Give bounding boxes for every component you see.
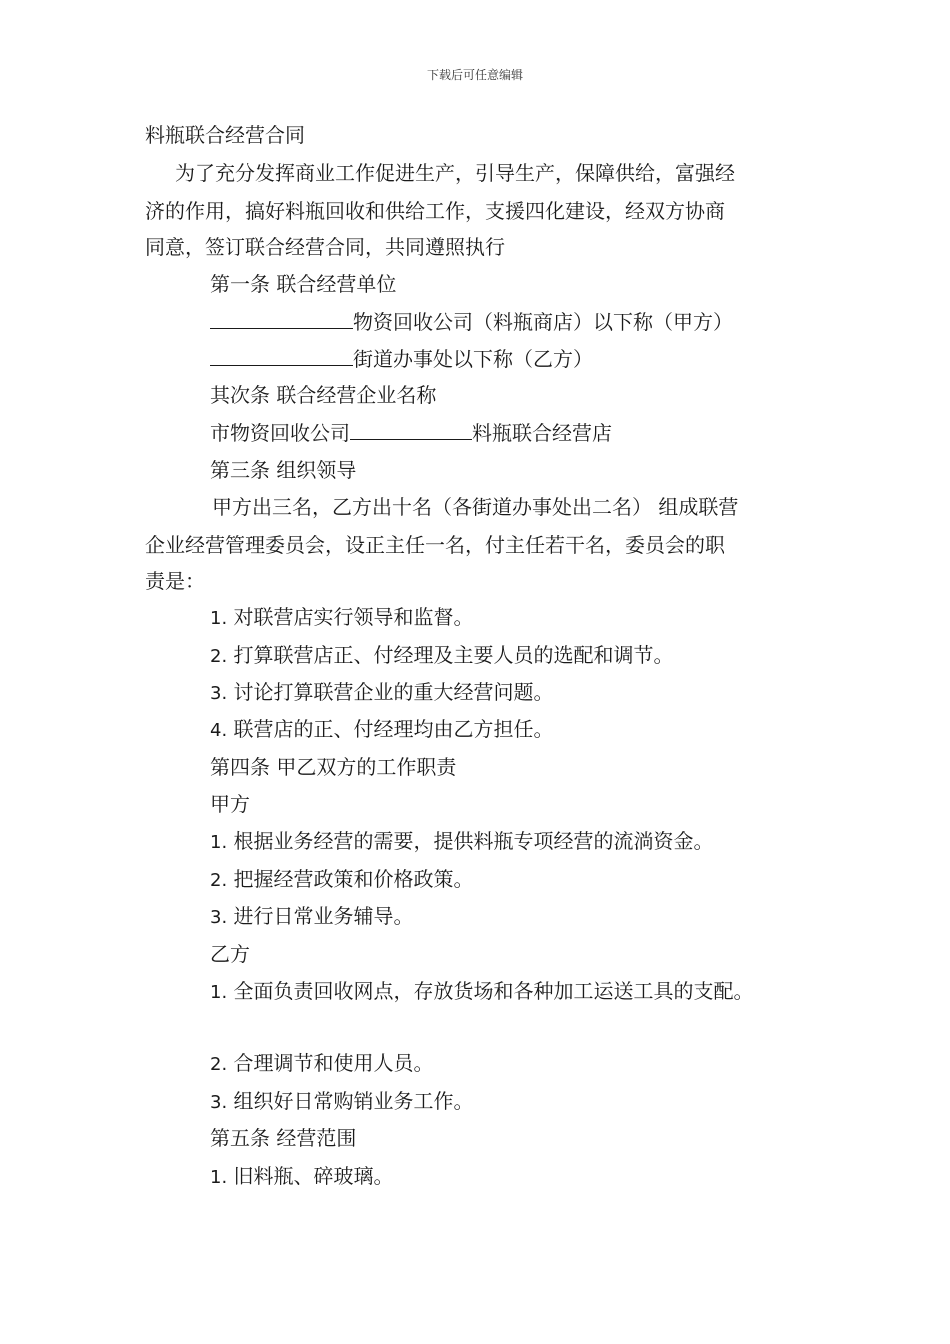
party-b-line: [210, 345, 593, 372]
document-title: 料瓶联合经营合同: [145, 123, 305, 147]
article-3-para-2: 企业经营管理委员会，设正主任一名，付主任若干名，委员会的职: [145, 533, 725, 557]
article-5-heading: 第五条 经营范围: [210, 1126, 357, 1150]
article-2-heading: 其次条 联合经营企业名称: [210, 383, 437, 407]
list-item: 2. 把握经营政策和价格政策。: [210, 867, 474, 891]
article-3-para-3: 责是：: [145, 569, 205, 593]
party-b-label: 乙方: [210, 942, 250, 966]
party-b-text: 街道办事处以下称（乙方）: [353, 347, 593, 371]
list-item: 1. 全面负责回收网点，存放货场和各种加工运送工具的支配。: [210, 979, 754, 1003]
page-header: 下载后可任意编辑: [426, 68, 523, 82]
fill-blank: [350, 419, 472, 440]
list-item: 3. 组织好日常购销业务工作。: [210, 1089, 474, 1113]
fill-blank: [210, 308, 353, 329]
list-item: 1. 旧料瓶、碎玻璃。: [210, 1164, 394, 1188]
intro-line-2: 济的作用，搞好料瓶回收和供给工作，支援四化建设，经双方协商: [145, 199, 725, 223]
article-3-heading: 第三条 组织领导: [210, 458, 357, 482]
party-a-label: 甲方: [210, 792, 250, 816]
enterprise-name-line: [210, 419, 612, 446]
list-item: 4. 联营店的正、付经理均由乙方担任。: [210, 717, 554, 741]
party-a-line: [210, 308, 733, 335]
list-item: 3. 讨论打算联营企业的重大经营问题。: [210, 680, 554, 704]
party-a-text: 物资回收公司（料瓶商店）以下称（甲方）: [353, 310, 733, 334]
list-item: 1. 根据业务经营的需要，提供料瓶专项经营的流淌资金。: [210, 829, 714, 853]
list-item: 1. 对联营店实行领导和监督。: [210, 605, 474, 629]
enterprise-prefix: 市物资回收公司: [210, 421, 350, 445]
enterprise-suffix: 料瓶联合经营店: [472, 421, 612, 445]
list-item: 2. 合理调节和使用人员。: [210, 1051, 434, 1075]
article-1-heading: 第一条 联合经营单位: [210, 272, 397, 296]
article-4-heading: 第四条 甲乙双方的工作职责: [210, 755, 457, 779]
intro-line-3: 同意，签订联合经营合同，共同遵照执行: [145, 235, 505, 259]
article-3-para-1: 甲方出三名，乙方出十名（各街道办事处出二名） 组成联营: [212, 495, 739, 519]
list-item: 3. 进行日常业务辅导。: [210, 904, 414, 928]
fill-blank: [210, 345, 353, 366]
intro-line-1: 为了充分发挥商业工作促进生产，引导生产，保障供给，富强经: [175, 161, 735, 185]
list-item: 2. 打算联营店正、付经理及主要人员的选配和调节。: [210, 643, 674, 667]
